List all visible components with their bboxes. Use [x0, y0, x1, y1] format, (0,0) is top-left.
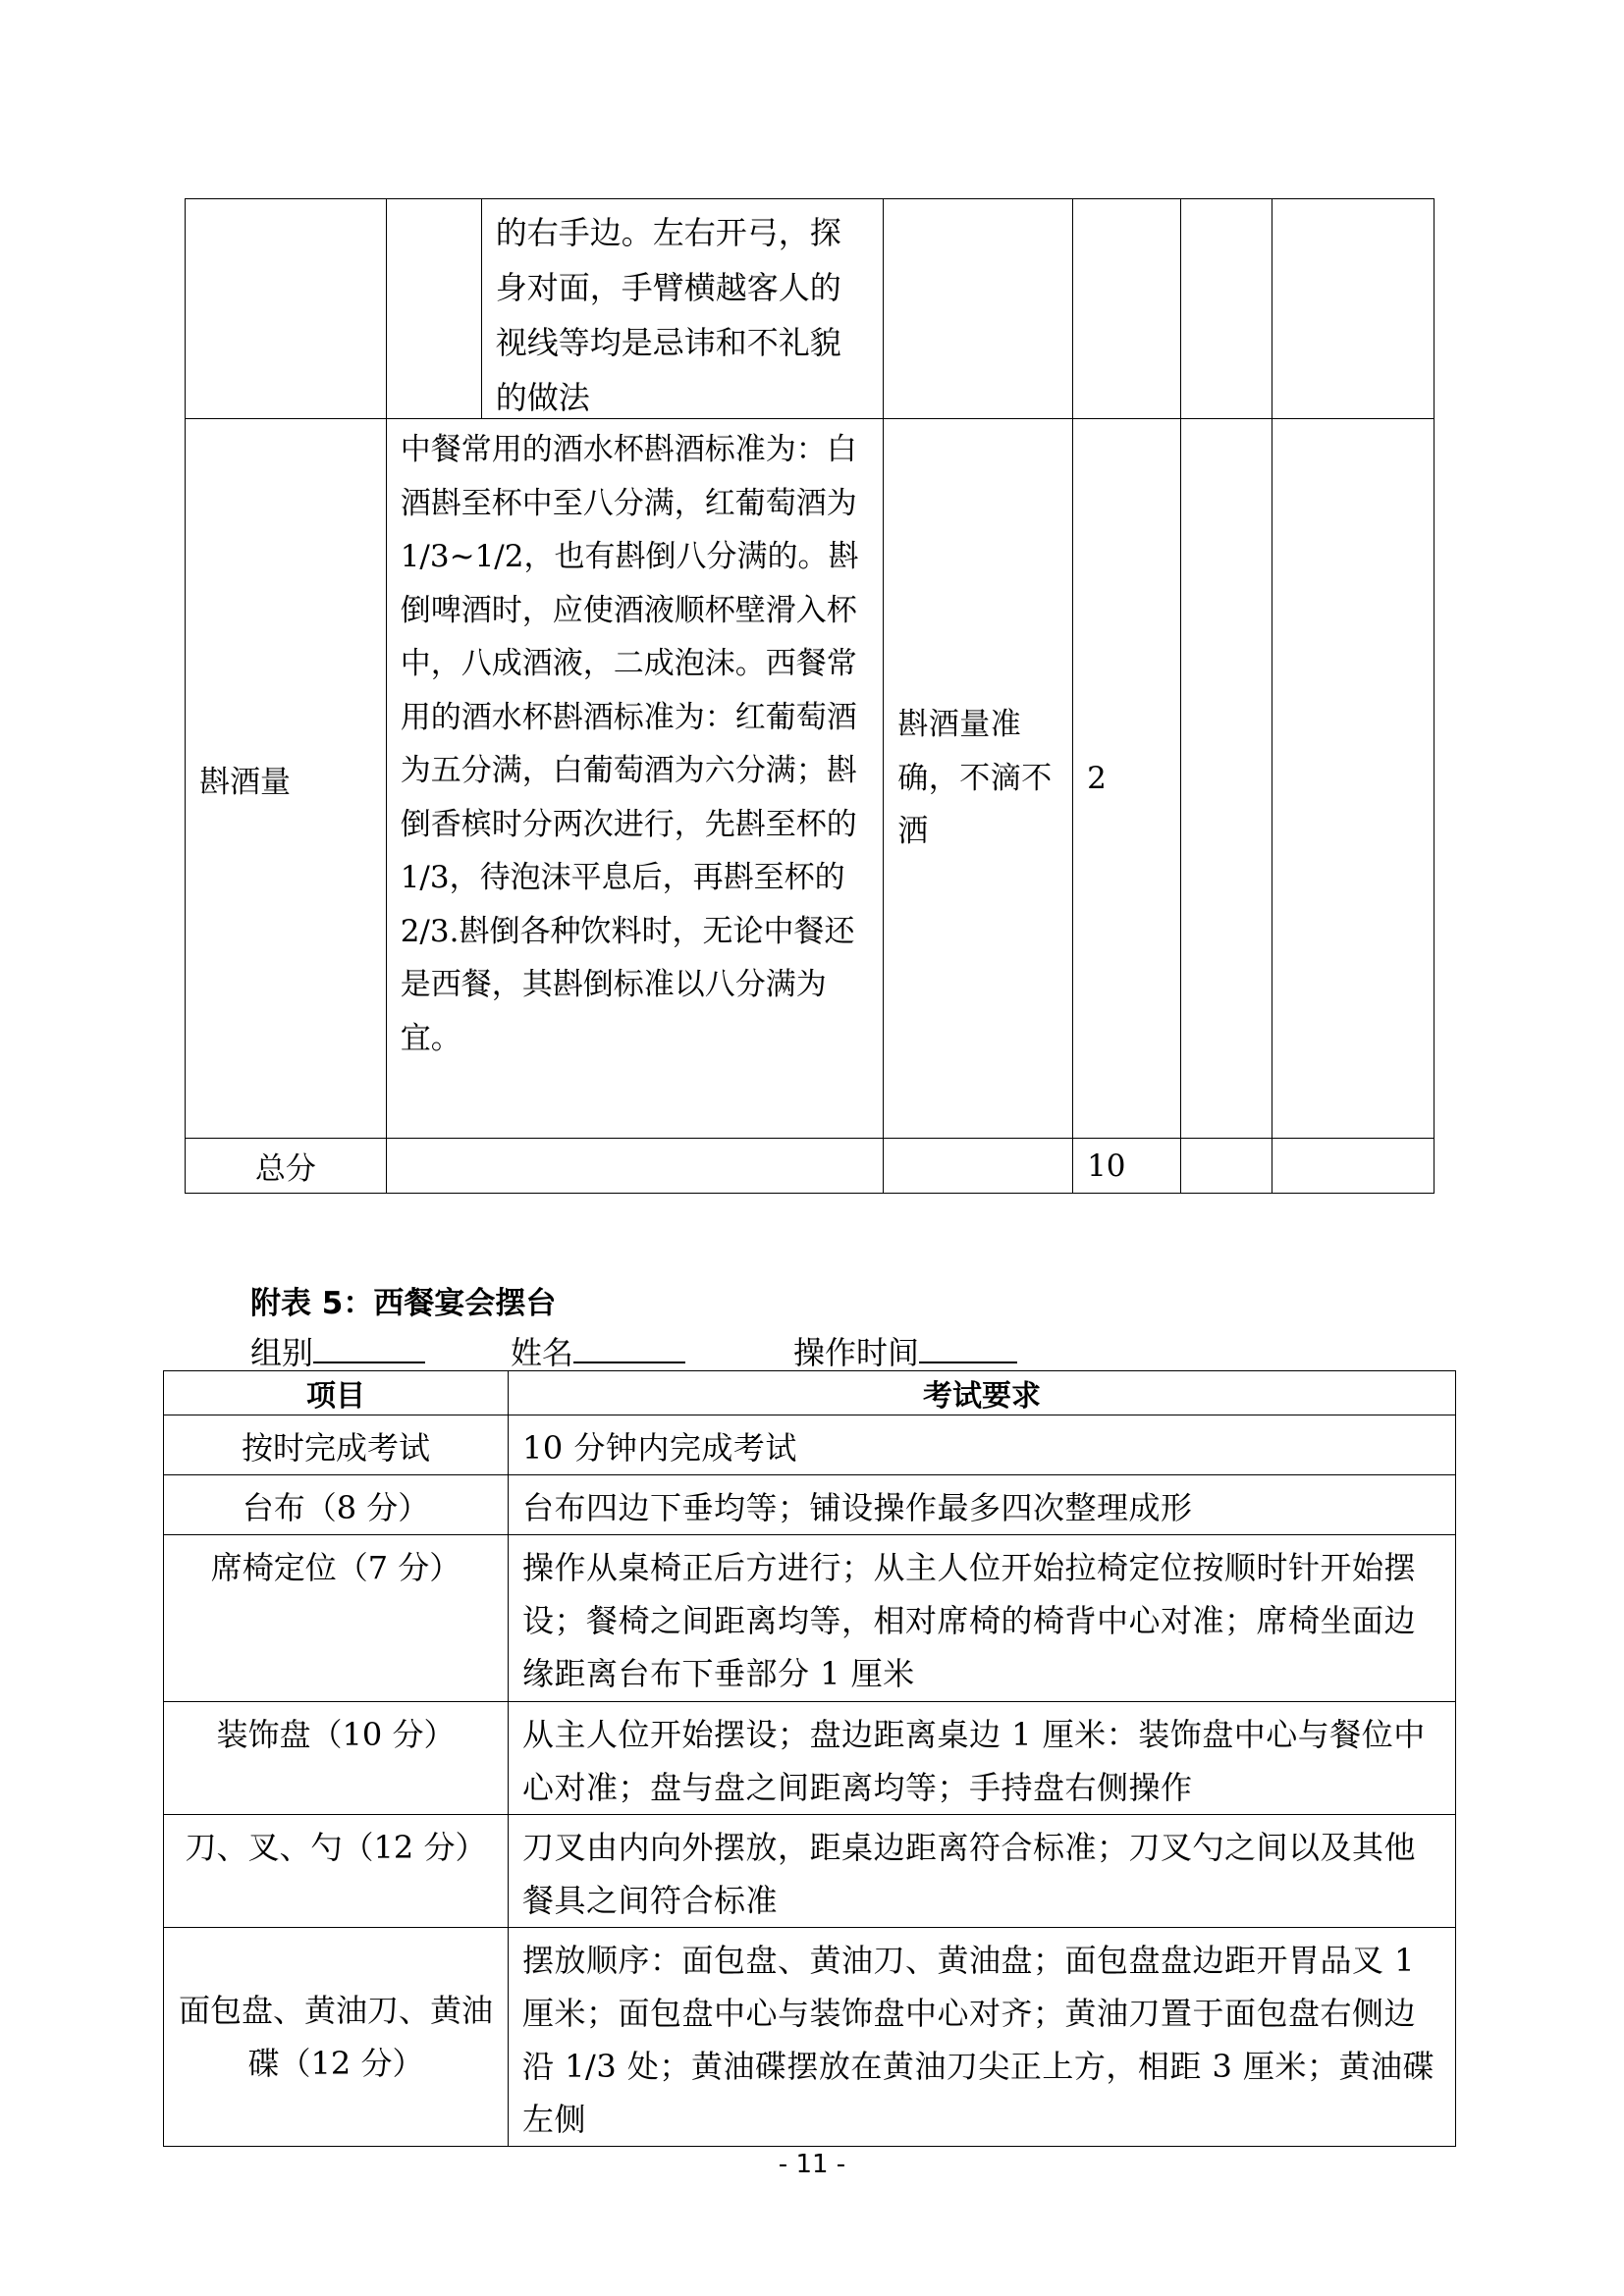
requirement-cell: 10 分钟内完成考试	[509, 1415, 1456, 1475]
requirement-cell: 台布四边下垂均等；铺设操作最多四次整理成形	[509, 1475, 1456, 1535]
empty-cell	[186, 199, 387, 419]
time-field	[793, 1328, 1017, 1373]
pour-standard-text: 中餐常用的酒水杯斟酒标准为：白酒斟至杯中至八分满，红葡萄酒为 1/3~1/2，也有斟倒八分满的。斟倒啤酒时，应使酒液顺杯壁滑入杯中，八成酒液，二成泡沫。西餐常用的酒水杯斟酒标准为：红葡萄酒为五分满，白葡萄酒为六分满；斟倒香槟时分两次进行，先斟至杯的 1/3，待泡沫平息后，再斟至杯的 2/3.斟倒各种饮料时，无论中餐还是西餐，其斟倒标准以八分满为宜。	[386, 419, 884, 1139]
name-blank	[573, 1332, 685, 1363]
item-cell: 台布（8 分）	[164, 1475, 509, 1535]
item-cell: 装饰盘（10 分）	[164, 1702, 509, 1815]
requirement-cell: 从主人位开始摆设；盘边距离桌边 1 厘米：装饰盘中心与餐位中心对准；盘与盘之间距离均等；手持盘右侧操作	[509, 1702, 1456, 1815]
item-cell: 按时完成考试	[164, 1415, 509, 1475]
page-number: - 11 -	[778, 2150, 846, 2179]
item-cell: 面包盘、黄油刀、黄油碟（12 分）	[164, 1928, 509, 2147]
group-blank	[313, 1332, 425, 1363]
name-field	[511, 1328, 685, 1373]
table-row	[186, 1139, 1435, 1194]
score-value: 2	[1073, 419, 1181, 1139]
empty-sub-cell	[387, 199, 482, 418]
item-cell: 席椅定位（7 分）	[164, 1535, 509, 1702]
table-row	[164, 1535, 1456, 1702]
name-label: 姓名	[511, 1334, 574, 1371]
table-row	[164, 1928, 1456, 2147]
empty-cell	[386, 1139, 884, 1194]
table-row	[186, 419, 1435, 1139]
empty-cell	[884, 199, 1073, 419]
item-cell: 刀、叉、勺（12 分）	[164, 1815, 509, 1928]
header-row	[164, 1371, 1456, 1415]
empty-cell	[1180, 1139, 1272, 1194]
requirement-cell: 操作从桌椅正后方进行；从主人位开始拉椅定位按顺时针开始摆设；餐椅之间距离均等，相对席椅的椅背中心对准；席椅坐面边缘距离台布下垂部分 1 厘米	[509, 1535, 1456, 1702]
row-content-text: 的右手边。左右开弓，探身对面，手臂横越客人的视线等均是忌讳和不礼貌的做法	[495, 214, 841, 416]
table-row	[186, 199, 1435, 419]
item-label: 斟酒量	[186, 419, 387, 1139]
time-blank	[919, 1332, 1017, 1363]
total-score: 10	[1073, 1139, 1181, 1194]
appendix-title: 附表 5：西餐宴会摆台	[250, 1286, 557, 1321]
total-label: 总分	[186, 1139, 387, 1194]
empty-cell	[1272, 199, 1434, 419]
requirement-cell: 摆放顺序：面包盘、黄油刀、黄油盘；面包盘盘边距开胃品叉 1 厘米；面包盘中心与装饰盘中心对齐；黄油刀置于面包盘右侧边沿 1/3 处；黄油碟摆放在黄油刀尖正上方，相距 3 厘米；黄油碟左侧	[509, 1928, 1456, 2147]
empty-cell	[1180, 419, 1272, 1139]
table-row	[164, 1815, 1456, 1928]
time-label: 操作时间	[793, 1334, 920, 1371]
header-item: 项目	[164, 1371, 509, 1415]
table-row	[164, 1415, 1456, 1475]
requirement-text: 斟酒量准确，不滴不洒	[884, 419, 1073, 1139]
empty-cell	[884, 1139, 1073, 1194]
requirement-cell: 刀叉由内向外摆放，距桌边距离符合标准；刀叉勺之间以及其他餐具之间符合标准	[509, 1815, 1456, 1928]
empty-cell	[1073, 199, 1181, 419]
empty-cell	[1272, 1139, 1434, 1194]
table-row	[164, 1702, 1456, 1815]
group-label: 组别	[250, 1334, 314, 1371]
empty-cell	[1272, 419, 1434, 1139]
group-field	[250, 1328, 425, 1373]
banquet-setup-table	[163, 1370, 1456, 2147]
empty-cell	[1180, 199, 1272, 419]
scoring-table-continued	[185, 198, 1435, 1194]
header-requirement: 考试要求	[509, 1371, 1456, 1415]
content-cell	[386, 199, 884, 419]
table-row	[164, 1475, 1456, 1535]
